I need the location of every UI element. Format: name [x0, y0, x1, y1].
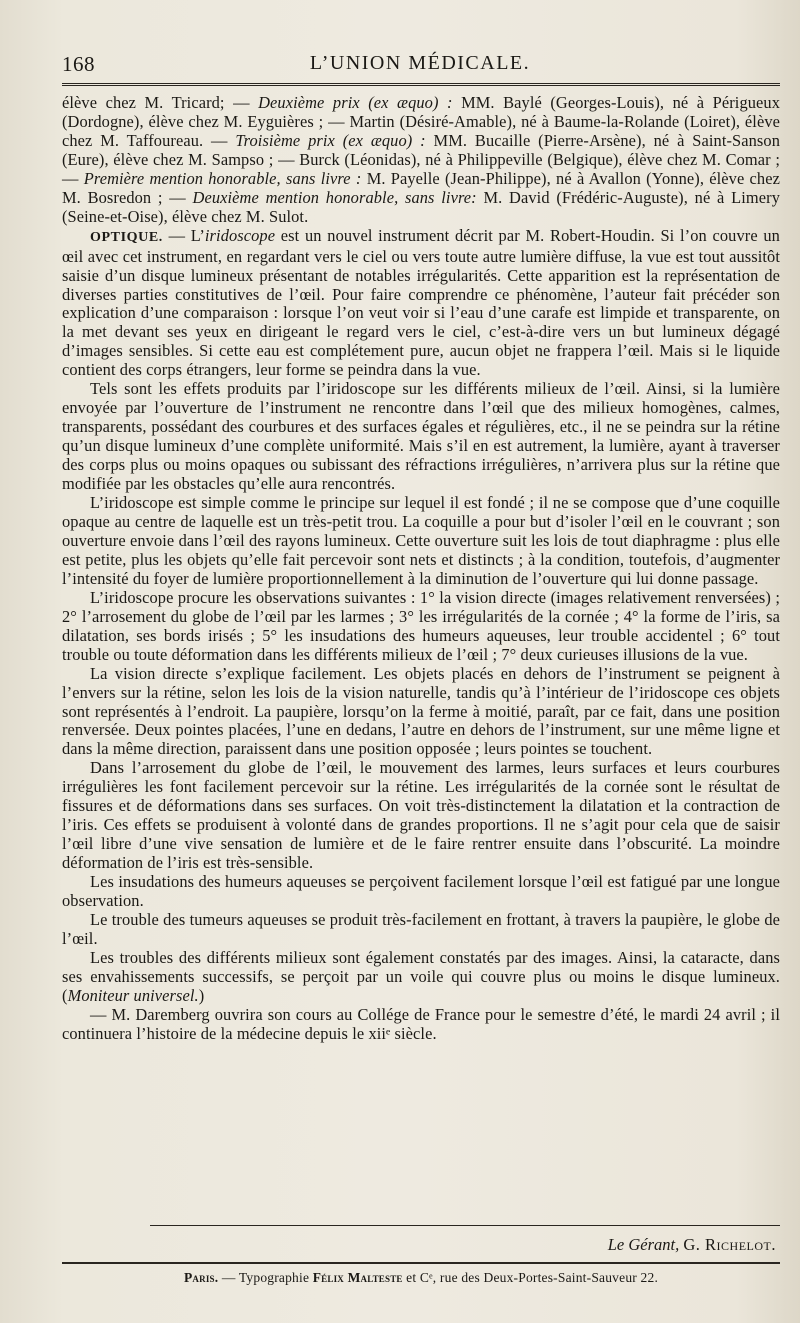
paragraph-daremberg: — M. Daremberg ouvrira son cours au Collége de France pour le semestre d’été, le mardi 24 avril ; il continuera l’histoire de la médecine depuis le xiiᵉ siècle. [62, 1004, 780, 1043]
text-run: — Typographie [218, 1270, 313, 1285]
gerant-name: G. Richelot. [683, 1235, 776, 1254]
italic-run: Moniteur universel. [67, 985, 199, 1005]
printer-imprint [62, 1270, 780, 1286]
imprint-city: Paris. [183, 1270, 219, 1285]
text-run: MM. Baylé (Georges-Louis), né à Périgueux (Dordogne), élève chez M. Eyguières ; — Martin (Désiré-Amable), né à Baume-la-Rolande (Loiret), élève chez M. Taffoureau. — [62, 93, 781, 150]
paragraph-prize-list [62, 94, 780, 227]
text-run: M. Payelle (Jean-Philippe), né à Avallon (Yonne), élève chez M. Bosredon ; — [62, 168, 780, 207]
footer-rule [150, 1225, 780, 1226]
text-run: — L’ [162, 225, 205, 245]
paragraph-tears: Dans l’arrosement du globe de l’œil, le mouvement des larmes, leurs surfaces et leurs courbures irrégulières les font facilement percevoir sur la rétine. Les irrégularités de la cornée sont le résultat de fissures et de déformations dans ses surfaces. On voit très-distinctement la dilatation et la contraction de l’iris. Ces effets se produisent à volonté dans de grandes proportions. Il ne s’agit pour cela que de saisir l’œil libre d’une vive sensation de lumière et de le faire rentrer ensuite dans l’obscurité. La moindre déformation de l’iris est très-sensible. [62, 758, 780, 873]
article-body [62, 94, 780, 1044]
italic-run: Première mention honorable, sans livre : [83, 168, 362, 188]
italic-run: Troisième prix (ex æquo) : [235, 130, 426, 150]
text-run: est un nouvel instrument décrit par M. Robert-Houdin. Si l’on couvre un œil avec cet instrument, en regardant vers le ciel ou vers toute autre lumière diffuse, la vue est tout aussitôt saisie d’un disque lumineux présentant de notables irrégularités. Cette apparition est la représentation de diverses parties constitutives de l’œil. Pour faire comprendre ce phénomène, l’auteur fait précéder son explication d’une comparaison : lorsque l’on veut voir si l’eau d’une carafe est limpide et transparente, on la met devant ses yeux en dirigeant le regard vers le ciel, c’est-à-dire vers un but lumineux dégagé d’images sensibles. Si cette eau est complétement pure, aucun objet ne frappera l’œil. Mais si le liquide contient des corps étrangers, leur forme se peindra dans la vue. [62, 225, 780, 380]
text-run: élève chez M. Tricard; — [62, 93, 259, 112]
text-run: ) [198, 985, 205, 1005]
paragraph-cataract [62, 949, 780, 1006]
paragraph-observations: L’iridoscope procure les observations suivantes : 1° la vision directe (images relativement renversées) ; 2° l’arrosement du globe de l’œil par les larmes ; 3° les irrégularités de la cornée ; 4° la forme de l’iris, sa dilatation, ses bords irisés ; 5° les insudations des humeurs aqueuses, leur trouble accidentel ; 6° tout trouble ou toute déformation dans les différents milieux de l’œil ; 7° deux curieuses illusions de la vue. [62, 587, 780, 664]
paragraph-direct-vision: La vision directe s’explique facilement. Les objets placés en dehors de l’instrument se peignent à l’envers sur la rétine, selon les lois de la vision naturelle, tandis qu’à l’intérieur de l’iridoscope ces objets sont représentés à l’endroit. La paupière, lorsqu’on la ferme à moitié, paraît, par ce fait, dans une position renversée. Deux pointes placées, l’une en dedans, l’autre en dehors de l’instrument, sur une même ligne et dans la même direction, paraissent dans une position opposée ; leurs pointes se touchent. [62, 663, 780, 759]
gerant-label: Le Gérant, [607, 1235, 680, 1254]
gerant-signature [608, 1235, 776, 1255]
section-heading: OPTIQUE. [90, 229, 163, 245]
imprint-printer-name: Félix Malteste [312, 1270, 403, 1285]
paragraph-insudations: Les insudations des humeurs aqueuses se perçoivent facilement lorsque l’œil est fatigué par une longue observation. [62, 872, 780, 911]
paragraph-trouble: Le trouble des tumeurs aqueuses se produit très-facilement en frottant, à travers la paupière, le globe de l’œil. [62, 909, 780, 948]
paragraph-principle: L’iridoscope est simple comme le principe sur lequel il est fondé ; il ne se compose que d’une coquille opaque au centre de laquelle est un très-petit trou. La coquille a pour but d’isoler l’œil en le couvrant ; son ouverture envoie dans l’œil des rayons lumineux. Cette ouverture suit les lois de tout diaphragme : plus elle est petite, plus les objets qu’elle fait percevoir sont nets et distincts ; à la condition, toutefois, d’augmenter l’intensité du foyer de lumière proportionnellement à la diminution de l’ouverture qui lui donne passage. [62, 493, 780, 588]
text-run: et Cᵉ, rue des Deux-Portes-Saint-Sauveur 22. [402, 1270, 659, 1285]
italic-run: iridoscope [204, 225, 276, 245]
text-run: M. David (Frédéric-Auguste), né à Limery (Seine-et-Oise), élève chez M. Sulot. [62, 187, 780, 226]
italic-run: Deuxième prix (ex æquo) : [258, 93, 453, 112]
text-run: Les troubles des différents milieux sont également constatés par des images. Ainsi, la cataracte, dans ses envahissements successifs, se perçoit par un voile qui couvre plus ou moins le disque lumineux. ( [62, 947, 780, 1005]
paragraph-optique [62, 227, 780, 381]
text-run: MM. Bucaille (Pierre-Arsène), né à Saint-Sanson (Eure), élève chez M. Sampso ; — Burck (Léonidas), né à Philippeville (Belgique), élève chez M. Comar ; — [62, 130, 780, 188]
header-rule [62, 83, 780, 86]
running-title: L’UNION MÉDICALE. [309, 52, 531, 74]
italic-run: Deuxième mention honorable, sans livre: [192, 187, 477, 207]
imprint-rule [62, 1262, 780, 1264]
page-header [62, 52, 778, 82]
page-number: 168 [62, 52, 95, 76]
paragraph-effects: Tels sont les effets produits par l’iridoscope sur les différents milieux de l’œil. Ainsi, si la lumière envoyée par l’ouverture de l’instrument ne rencontre dans l’œil que des milieux homogènes, calmes, transparents, possédant des courbures et des surfaces égales et régulières, etc., il ne se peindra sur la rétine qu’un disque lumineux d’une complète uniformité. Mais s’il en est autrement, la lumière, ayant à traverser des corps plus ou moins opaques ou subissant des réfractions irrégulières, n’arrivera plus sur la rétine que modifiée par les obstacles qu’elle aura rencontrés. [62, 379, 780, 494]
